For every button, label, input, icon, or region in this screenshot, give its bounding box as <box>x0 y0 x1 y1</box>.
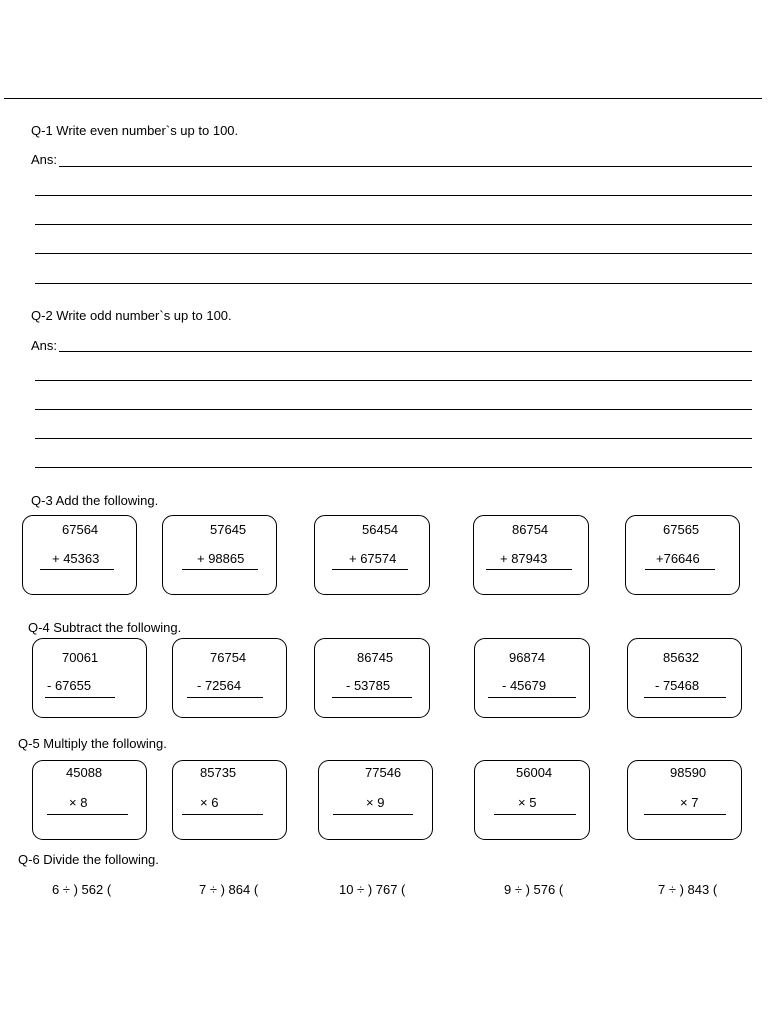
subtraction-bottom-number: - 45679 <box>502 678 547 693</box>
question-1-ans-label: Ans: <box>31 152 58 167</box>
addition-bottom-number: + 45363 <box>52 551 100 566</box>
subtraction-answer-line <box>644 697 726 698</box>
subtraction-top-number: 85632 <box>663 650 700 665</box>
question-2-ans-label: Ans: <box>31 338 58 353</box>
subtraction-bottom-number: - 75468 <box>655 678 700 693</box>
q1-answer-line[interactable] <box>35 283 752 284</box>
addition-top-number: 57645 <box>210 522 247 537</box>
q2-answer-line[interactable] <box>35 380 752 381</box>
subtraction-bottom-number: - 53785 <box>346 678 391 693</box>
multiplication-top-number: 85735 <box>200 765 237 780</box>
multiplication-bottom-number: × 7 <box>680 795 699 810</box>
q2-answer-line[interactable] <box>35 467 752 468</box>
division-problem: 6 ÷ ) 562 ( <box>52 882 112 897</box>
addition-bottom-number: +76646 <box>656 551 700 566</box>
addition-answer-line <box>332 569 408 570</box>
division-problem: 7 ÷ ) 864 ( <box>199 882 259 897</box>
question-5-title: Q-5 Multiply the following. <box>18 736 167 751</box>
subtraction-answer-line <box>332 697 412 698</box>
multiplication-answer-line <box>333 814 413 815</box>
division-problem: 7 ÷ ) 843 ( <box>658 882 718 897</box>
addition-bottom-number: + 98865 <box>197 551 245 566</box>
q2-answer-line[interactable] <box>59 351 752 352</box>
addition-answer-line <box>645 569 715 570</box>
q1-answer-line[interactable] <box>35 224 752 225</box>
q2-answer-line[interactable] <box>35 409 752 410</box>
multiplication-bottom-number: × 6 <box>200 795 219 810</box>
subtraction-bottom-number: - 67655 <box>47 678 92 693</box>
subtraction-answer-line <box>187 697 263 698</box>
q2-answer-line[interactable] <box>35 438 752 439</box>
addition-bottom-number: + 67574 <box>349 551 397 566</box>
division-problem: 9 ÷ ) 576 ( <box>504 882 564 897</box>
multiplication-answer-line <box>494 814 576 815</box>
subtraction-answer-line <box>488 697 576 698</box>
subtraction-answer-line <box>45 697 115 698</box>
addition-top-number: 67564 <box>62 522 99 537</box>
multiplication-top-number: 77546 <box>365 765 402 780</box>
question-4-title: Q-4 Subtract the following. <box>28 620 182 635</box>
q1-answer-line[interactable] <box>35 253 752 254</box>
multiplication-top-number: 45088 <box>66 765 103 780</box>
multiplication-bottom-number: × 5 <box>518 795 537 810</box>
addition-answer-line <box>182 569 258 570</box>
multiplication-answer-line <box>47 814 128 815</box>
addition-answer-line <box>40 569 114 570</box>
division-problem: 10 ÷ ) 767 ( <box>339 882 406 897</box>
subtraction-bottom-number: - 72564 <box>197 678 242 693</box>
question-3-title: Q-3 Add the following. <box>31 493 159 508</box>
subtraction-top-number: 70061 <box>62 650 99 665</box>
subtraction-top-number: 96874 <box>509 650 546 665</box>
question-2-title: Q-2 Write odd number`s up to 100. <box>31 308 232 323</box>
q1-answer-line[interactable] <box>59 166 752 167</box>
multiplication-top-number: 98590 <box>670 765 707 780</box>
addition-top-number: 67565 <box>663 522 700 537</box>
addition-bottom-number: + 87943 <box>500 551 548 566</box>
addition-answer-line <box>486 569 572 570</box>
multiplication-top-number: 56004 <box>516 765 553 780</box>
addition-top-number: 56454 <box>362 522 399 537</box>
multiplication-bottom-number: × 8 <box>69 795 88 810</box>
page-top-rule <box>4 98 762 99</box>
addition-top-number: 86754 <box>512 522 549 537</box>
q1-answer-line[interactable] <box>35 195 752 196</box>
multiplication-answer-line <box>182 814 263 815</box>
multiplication-answer-line <box>644 814 726 815</box>
subtraction-top-number: 86745 <box>357 650 394 665</box>
multiplication-bottom-number: × 9 <box>366 795 385 810</box>
subtraction-top-number: 76754 <box>210 650 247 665</box>
question-6-title: Q-6 Divide the following. <box>18 852 159 867</box>
question-1-title: Q-1 Write even number`s up to 100. <box>31 123 239 138</box>
